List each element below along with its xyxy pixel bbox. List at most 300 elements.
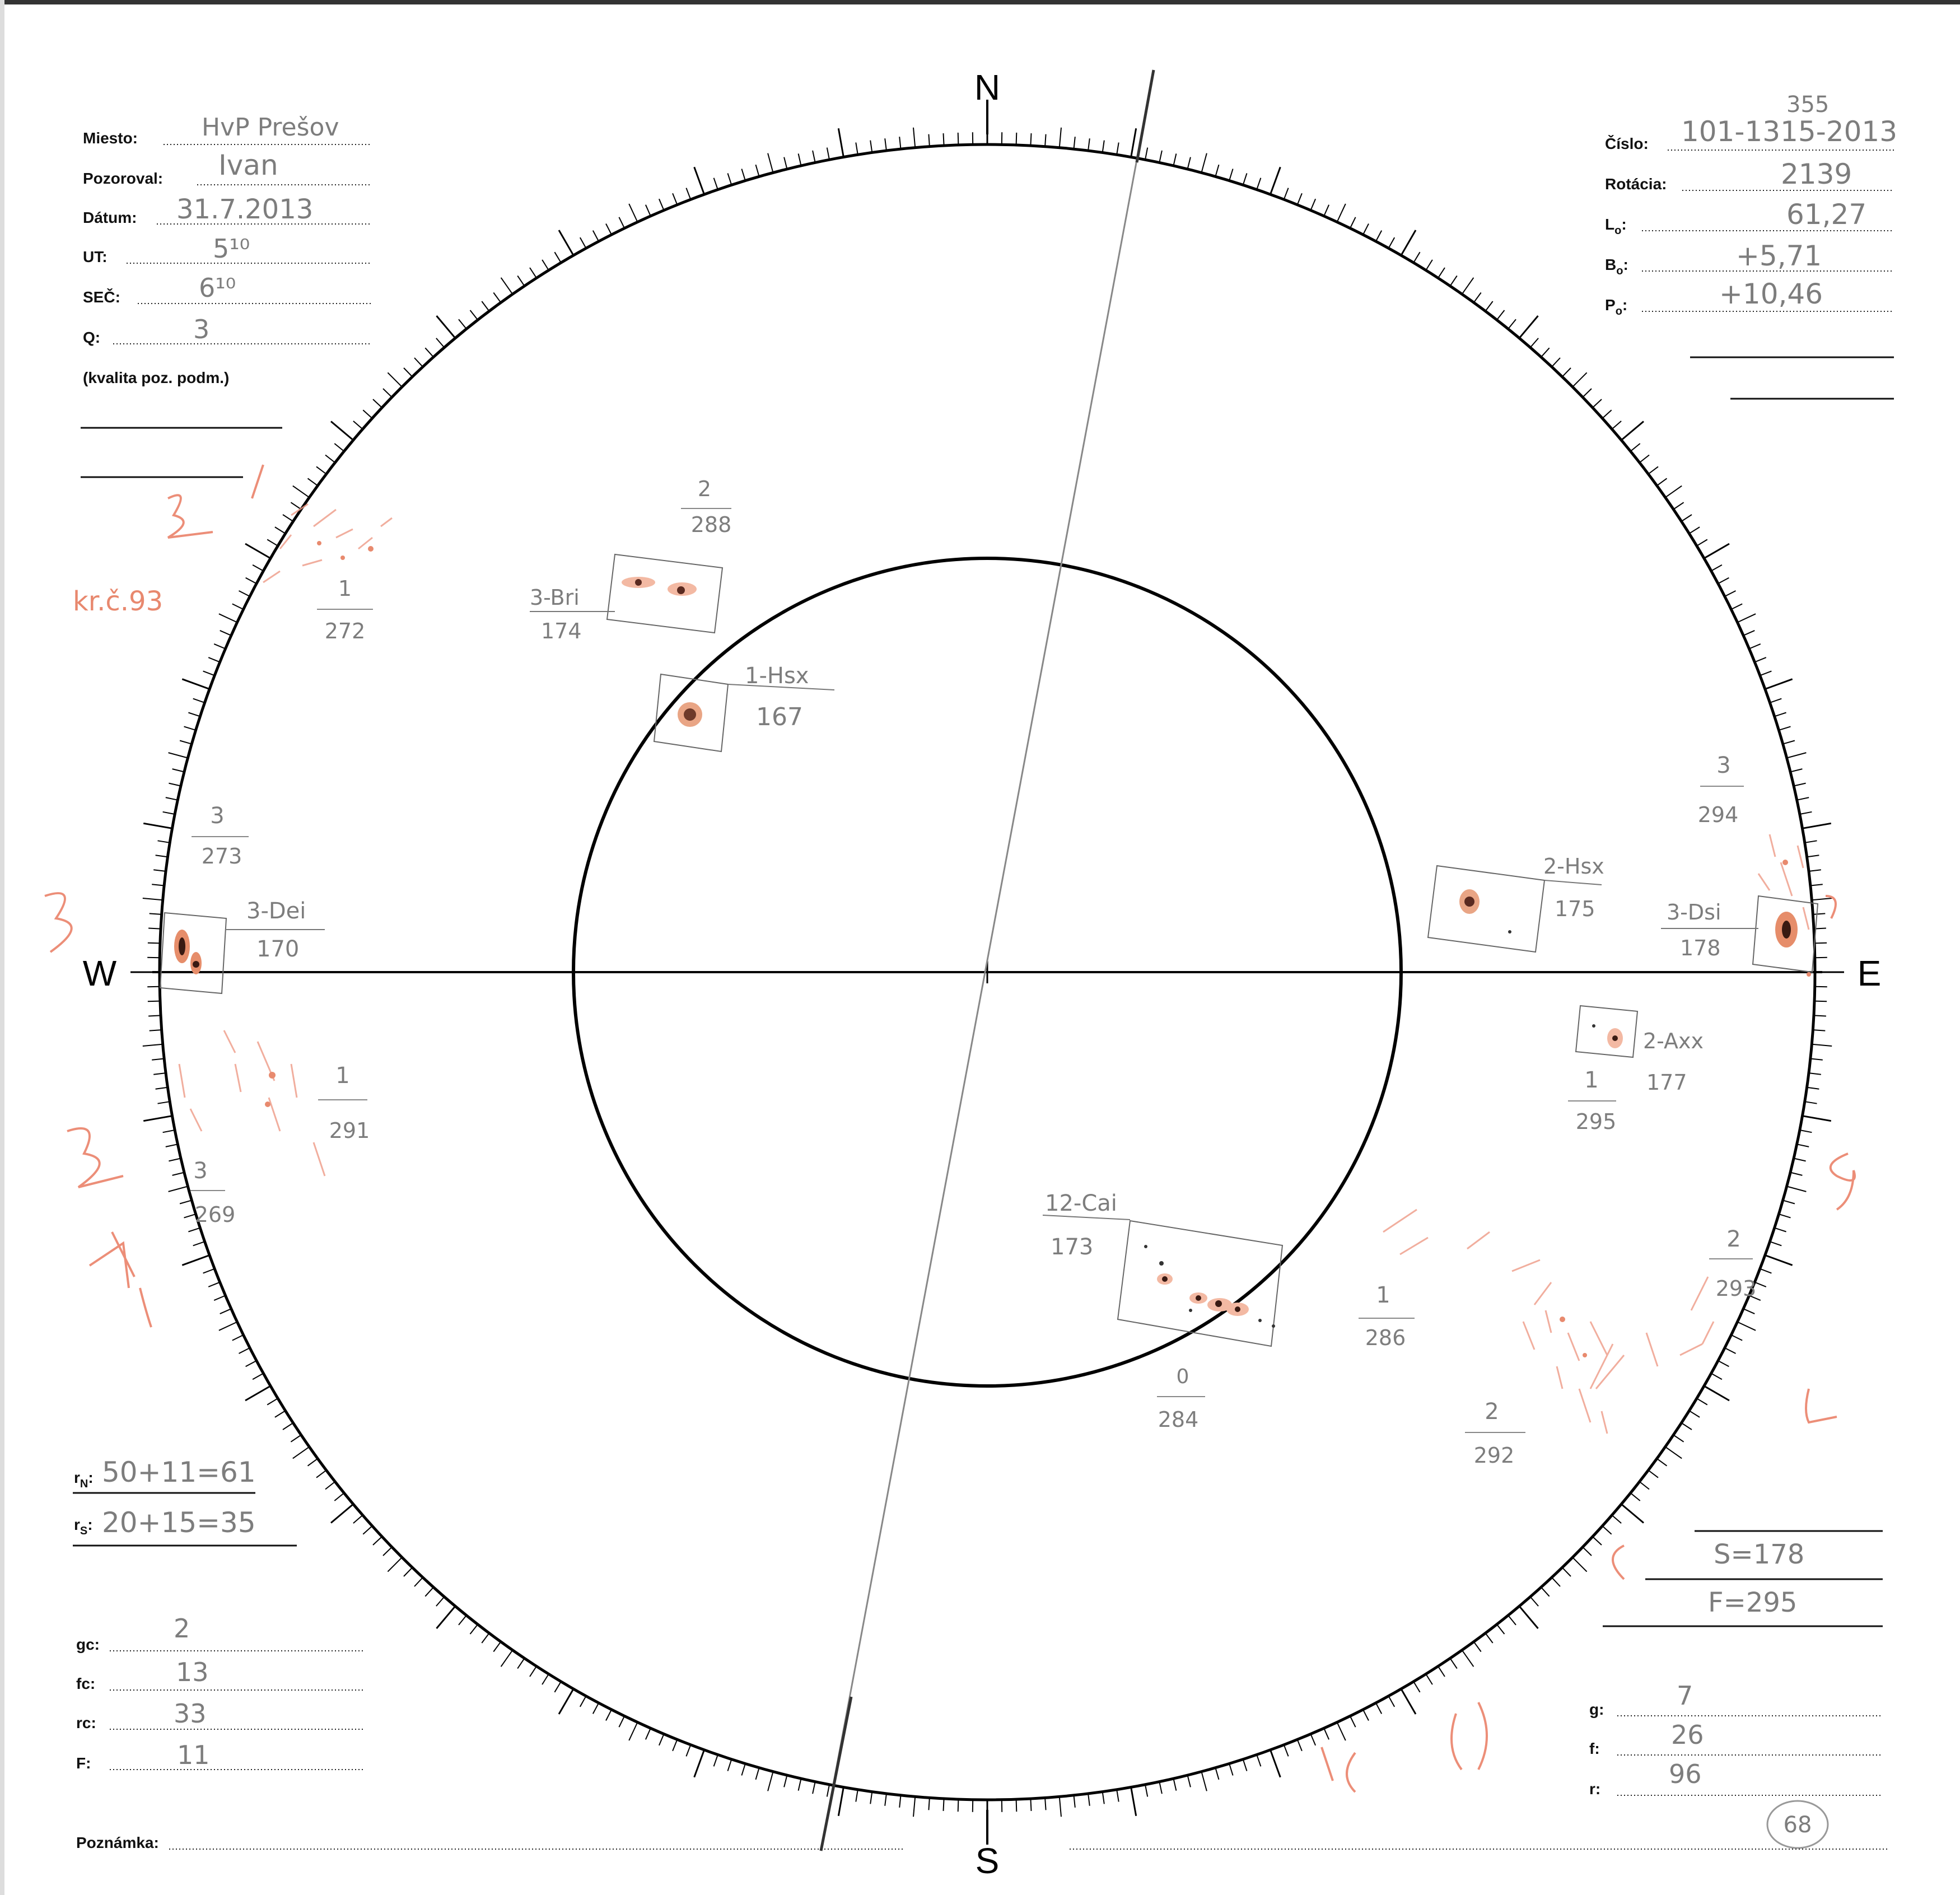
degree-tick (325, 455, 335, 463)
degree-tick (1631, 444, 1640, 451)
degree-tick (482, 301, 489, 311)
degree-tick (180, 741, 192, 744)
degree-tick (436, 338, 444, 348)
degree-tick (673, 193, 677, 204)
degree-tick (913, 128, 915, 148)
degree-tick (1657, 478, 1667, 486)
degree-tick (1775, 713, 1786, 717)
north-label: N (974, 67, 1001, 108)
degree-tick (1530, 338, 1538, 348)
degree-tick (169, 1159, 181, 1161)
fraction (1359, 1282, 1415, 1350)
f-total: F=295 (1708, 1587, 1798, 1618)
pozoroval-value: Ivan (218, 149, 278, 181)
degree-tick (1612, 1515, 1622, 1523)
degree-tick (267, 1398, 278, 1404)
degree-tick (1689, 1411, 1700, 1417)
degree-tick (1103, 1792, 1104, 1804)
degree-tick (870, 1792, 872, 1804)
degree-tick (166, 1144, 178, 1147)
degree-tick (1552, 358, 1560, 367)
sec-value: 6¹⁰ (199, 273, 236, 303)
datum-label: Dátum: (83, 209, 137, 226)
degree-tick (166, 797, 178, 800)
degree-tick (694, 1750, 704, 1777)
degree-tick (1541, 348, 1550, 357)
degree-tick (1760, 671, 1772, 675)
degree-tick (768, 1772, 773, 1791)
degree-tick (1621, 1504, 1644, 1523)
group-174 (530, 554, 722, 643)
rotacia-value: 2139 (1781, 158, 1852, 190)
degree-tick (1413, 252, 1420, 263)
ut-label: UT: (83, 248, 108, 265)
left-margin-note: kr.č.93 (73, 586, 164, 617)
degree-tick (316, 1471, 326, 1478)
degree-tick (501, 278, 513, 295)
degree-tick (169, 1187, 188, 1192)
degree-tick (182, 679, 209, 689)
degree-tick (899, 1795, 900, 1808)
degree-tick (1202, 153, 1207, 173)
degree-tick (1803, 1116, 1831, 1121)
degree-tick (1814, 943, 1827, 944)
degree-tick (1030, 1799, 1031, 1811)
degree-tick (899, 137, 900, 149)
degree-tick (1462, 278, 1474, 295)
degree-tick (1450, 1658, 1457, 1668)
degree-tick (437, 1606, 456, 1628)
degree-tick (1103, 141, 1104, 153)
degree-tick (1775, 1228, 1786, 1232)
degree-tick (1749, 644, 1761, 649)
fc-value: 13 (176, 1657, 209, 1687)
rs-value: 20+15=35 (102, 1506, 256, 1539)
quality-note: (kvalita poz. podm.) (83, 369, 230, 386)
s-total: S=178 (1714, 1539, 1805, 1570)
south-label: S (975, 1841, 1000, 1881)
degree-tick (193, 1241, 205, 1245)
cislo-label: Číslo: (1605, 135, 1649, 152)
degree-tick (554, 1682, 561, 1692)
degree-tick (163, 1130, 175, 1132)
degree-tick (1074, 1795, 1075, 1808)
degree-tick (331, 1504, 353, 1523)
left-edge (0, 0, 4, 1895)
r-value: 96 (1669, 1759, 1702, 1789)
degree-tick (1593, 1537, 1602, 1545)
degree-tick (1271, 167, 1281, 194)
degree-tick (1257, 178, 1261, 190)
degree-tick (414, 358, 423, 367)
degree-tick (388, 372, 402, 387)
degree-tick (293, 1447, 310, 1459)
margin-notes (73, 586, 163, 617)
degree-tick (1284, 1745, 1289, 1757)
degree-tick (459, 1616, 466, 1625)
degree-tick (1215, 165, 1219, 176)
svg-text:1: 1 (1376, 1282, 1390, 1308)
group-173 (1043, 1191, 1282, 1346)
degree-tick (1562, 368, 1571, 377)
degree-tick (1718, 578, 1729, 584)
degree-tick (363, 1526, 372, 1534)
degree-tick (239, 591, 250, 596)
degree-tick (143, 1044, 163, 1046)
degree-tick (856, 143, 858, 155)
degree-tick (1508, 319, 1516, 329)
degree-tick (1794, 783, 1806, 786)
degree-tick (1765, 679, 1793, 689)
degree-tick (1131, 128, 1136, 157)
degree-tick (425, 1587, 433, 1596)
degree-tick (686, 1745, 690, 1757)
group-number: 178 (1680, 936, 1721, 960)
degree-tick (1363, 1710, 1369, 1721)
degree-tick (1215, 1768, 1219, 1780)
degree-tick (1682, 515, 1692, 521)
degree-tick (559, 1689, 573, 1714)
degree-tick (1718, 1361, 1729, 1366)
degree-tick (838, 128, 843, 157)
degree-tick (1552, 1577, 1560, 1586)
degree-tick (1797, 797, 1809, 800)
header-left (81, 113, 371, 477)
degree-tick (580, 1696, 586, 1707)
degree-tick (1202, 1772, 1207, 1791)
degree-tick (188, 1228, 200, 1232)
degree-tick (1016, 1799, 1017, 1812)
degree-tick (928, 1798, 930, 1810)
bottom-right-summary (1589, 1531, 1883, 1848)
degree-tick (1593, 399, 1602, 408)
degree-tick (728, 1759, 732, 1771)
degree-tick (1657, 1459, 1667, 1466)
degree-tick (870, 141, 872, 153)
degree-tick (580, 237, 586, 248)
bottom-left-summary (73, 1456, 364, 1772)
degree-tick (353, 1515, 363, 1523)
degree-tick (353, 421, 363, 429)
degree-tick (1631, 1493, 1640, 1501)
degree-tick (152, 1059, 164, 1060)
degree-tick (1583, 1547, 1592, 1556)
degree-tick (1389, 237, 1395, 248)
degree-tick (283, 1423, 293, 1430)
degree-tick (150, 913, 162, 914)
degree-tick (1159, 151, 1162, 163)
degree-tick (813, 151, 815, 163)
degree-tick (148, 1015, 161, 1016)
r-label: r: (1589, 1780, 1601, 1798)
degree-tick (606, 1710, 612, 1721)
degree-tick (1731, 604, 1742, 609)
degree-tick (232, 604, 244, 609)
degree-tick (184, 726, 196, 730)
degree-tick (629, 1723, 637, 1741)
degree-tick (958, 1799, 959, 1812)
degree-tick (203, 671, 215, 675)
degree-tick (1257, 1755, 1261, 1767)
degree-tick (1117, 143, 1119, 155)
degree-tick (1572, 1557, 1587, 1572)
group-class: 12-Cai (1045, 1191, 1117, 1216)
degree-tick (291, 1435, 301, 1442)
svg-text:284: 284 (1158, 1407, 1199, 1432)
degree-tick (1376, 1703, 1382, 1714)
degree-tick (1648, 1471, 1658, 1478)
degree-tick (1765, 1255, 1793, 1266)
group-number: 174 (541, 619, 582, 643)
degree-tick (1074, 137, 1075, 149)
datum-value: 31.7.2013 (176, 194, 314, 225)
svg-text:1: 1 (338, 576, 352, 601)
group-number: 173 (1051, 1234, 1094, 1260)
degree-tick (1689, 527, 1700, 534)
degree-tick (148, 1001, 160, 1002)
degree-tick (1779, 726, 1790, 730)
degree-tick (239, 1348, 250, 1353)
degree-tick (756, 165, 759, 176)
degree-tick (799, 1779, 801, 1791)
degree-tick (885, 1794, 886, 1806)
degree-tick (1602, 1526, 1611, 1534)
faculae (179, 504, 1809, 1434)
degree-tick (1800, 1130, 1812, 1132)
degree-tick (1486, 1633, 1493, 1643)
rs-label: $r_S$: (74, 1516, 93, 1537)
facula-dots (265, 541, 1811, 1357)
degree-tick (659, 199, 664, 210)
degree-tick (1790, 1173, 1802, 1175)
degree-tick (1809, 870, 1821, 871)
group-178 (1661, 896, 1818, 972)
degree-tick (1810, 1059, 1823, 1060)
degree-tick (143, 1116, 172, 1121)
degree-tick (1337, 204, 1346, 222)
degree-tick (220, 1309, 231, 1314)
degree-tick (182, 1255, 209, 1266)
degree-tick (501, 1650, 513, 1667)
degree-tick (253, 1374, 263, 1380)
degree-tick (1648, 466, 1658, 474)
degree-tick (784, 1775, 787, 1787)
fraction (1698, 753, 1744, 827)
header-right (1605, 92, 1897, 399)
degree-tick (629, 204, 637, 222)
degree-tick (293, 486, 310, 498)
degree-tick (1790, 769, 1802, 772)
degree-tick (425, 348, 433, 357)
degree-tick (1697, 1398, 1707, 1404)
degree-tick (1711, 565, 1722, 571)
group-class: 1-Hsx (745, 663, 809, 689)
degree-tick (1812, 898, 1832, 900)
poznamka-label: Poznámka: (76, 1834, 159, 1851)
degree-tick (169, 753, 188, 758)
f-value: 11 (177, 1740, 210, 1770)
degree-tick (1731, 1335, 1742, 1341)
degree-tick (1754, 657, 1766, 662)
degree-tick (325, 1482, 335, 1490)
miesto-label: Miesto: (83, 129, 138, 147)
degree-tick (728, 173, 732, 185)
degree-tick (1805, 841, 1817, 843)
degree-tick (1743, 1309, 1754, 1314)
degree-tick (1188, 157, 1191, 169)
degree-tick (1779, 1214, 1790, 1218)
degree-tick (232, 1335, 244, 1341)
svg-text:295: 295 (1575, 1109, 1617, 1134)
degree-tick (1438, 268, 1445, 278)
west-label: W (82, 953, 117, 993)
degree-tick (1088, 1794, 1090, 1806)
top-border (0, 0, 1960, 4)
degree-tick (158, 841, 170, 843)
degree-tick (1045, 134, 1046, 147)
degree-tick (1350, 1716, 1356, 1727)
degree-tick (308, 478, 318, 486)
degree-tick (188, 713, 200, 717)
svg-text:272: 272 (324, 619, 366, 643)
degree-tick (1298, 193, 1302, 204)
degree-tick (1284, 188, 1289, 200)
degree-tick (1673, 1435, 1683, 1442)
degree-tick (245, 544, 270, 558)
degree-tick (1497, 1625, 1505, 1634)
gc-value: 2 (174, 1613, 190, 1644)
degree-tick (1812, 1044, 1832, 1046)
degree-tick (958, 133, 959, 145)
degree-tick (1807, 1087, 1819, 1089)
degree-tick (913, 1796, 915, 1817)
fraction (192, 803, 249, 869)
degree-tick (414, 1577, 423, 1586)
svg-text:3: 3 (193, 1158, 208, 1184)
degree-tick (593, 1703, 599, 1714)
degree-tick (172, 1173, 184, 1175)
degree-tick (1438, 1667, 1445, 1677)
po-value: +10,46 (1719, 278, 1823, 310)
degree-tick (1462, 1650, 1474, 1667)
degree-tick (1474, 1642, 1481, 1652)
degree-tick (1673, 502, 1683, 509)
lo-value: 61,27 (1786, 198, 1867, 231)
degree-tick (150, 1030, 162, 1031)
degree-tick (756, 1768, 759, 1780)
degree-tick (1060, 128, 1061, 148)
degree-tick (1697, 539, 1707, 545)
degree-tick (856, 1790, 858, 1802)
group-170 (160, 898, 325, 993)
degree-tick (267, 539, 278, 545)
degree-tick (1612, 421, 1622, 429)
degree-tick (1229, 1763, 1233, 1775)
degree-tick (1621, 422, 1644, 441)
degree-tick (1324, 1728, 1329, 1739)
degree-tick (246, 1361, 256, 1366)
degree-tick (1426, 260, 1432, 270)
degree-tick (275, 1411, 286, 1417)
svg-text:2: 2 (1726, 1226, 1741, 1252)
degree-tick (1810, 884, 1823, 885)
degree-tick (331, 422, 353, 441)
degree-tick (554, 252, 561, 263)
degree-tick (1030, 133, 1031, 146)
degree-tick (606, 224, 612, 235)
degree-tick (291, 502, 301, 509)
degree-tick (1807, 855, 1819, 857)
degree-tick (686, 188, 690, 200)
degree-tick (1324, 205, 1329, 216)
degree-tick (156, 855, 168, 857)
degree-tick (208, 657, 220, 662)
degree-tick (143, 823, 172, 828)
degree-tick (1188, 1775, 1191, 1787)
degree-tick (1813, 913, 1825, 914)
degree-tick (1787, 1187, 1807, 1192)
degree-tick (334, 444, 344, 451)
degree-tick (148, 928, 161, 929)
degree-tick (482, 1633, 489, 1643)
fraction (1157, 1365, 1205, 1432)
degree-tick (1350, 217, 1356, 228)
degree-tick (1760, 1269, 1772, 1273)
fraction (681, 477, 731, 537)
degree-tick (1376, 231, 1382, 241)
rotation-axis-top (1137, 70, 1154, 162)
degree-tick (1450, 276, 1457, 286)
degree-tick (1814, 1001, 1827, 1002)
degree-tick (1311, 1734, 1316, 1745)
degree-tick (334, 1493, 344, 1501)
degree-tick (1159, 1782, 1162, 1794)
degree-tick (373, 399, 382, 408)
svg-text:3: 3 (210, 803, 225, 829)
degree-tick (1770, 699, 1782, 703)
degree-tick (156, 1087, 168, 1089)
svg-text:1: 1 (1584, 1067, 1599, 1093)
svg-text:273: 273 (201, 844, 242, 869)
rotation-axis-bottom (821, 1697, 851, 1851)
group-class: 3-Dei (246, 898, 306, 924)
degree-tick (308, 1459, 318, 1466)
degree-tick (517, 1658, 524, 1668)
degree-tick (1519, 1606, 1538, 1628)
degree-tick (148, 943, 160, 944)
degree-tick (153, 1073, 166, 1075)
degree-tick (437, 316, 456, 338)
rn-label: $r_N$: (74, 1469, 94, 1490)
bo-value: +5,71 (1736, 240, 1822, 272)
bo-label: $B_o$: (1605, 256, 1628, 277)
fc-label: fc: (76, 1675, 96, 1692)
degree-tick (593, 231, 599, 241)
circled-value: 68 (1783, 1812, 1812, 1838)
degree-tick (180, 1200, 192, 1203)
degree-tick (714, 178, 718, 190)
degree-tick (1814, 1015, 1826, 1016)
svg-text:0: 0 (1176, 1365, 1189, 1388)
degree-tick (741, 1763, 745, 1775)
east-label: E (1857, 953, 1882, 993)
degree-tick (388, 1557, 402, 1572)
degree-tick (470, 310, 478, 320)
svg-text:3: 3 (1716, 753, 1731, 778)
cislo-correction: 355 (1786, 92, 1830, 118)
degree-tick (827, 148, 829, 160)
group-class: 3-Bri (530, 585, 580, 610)
